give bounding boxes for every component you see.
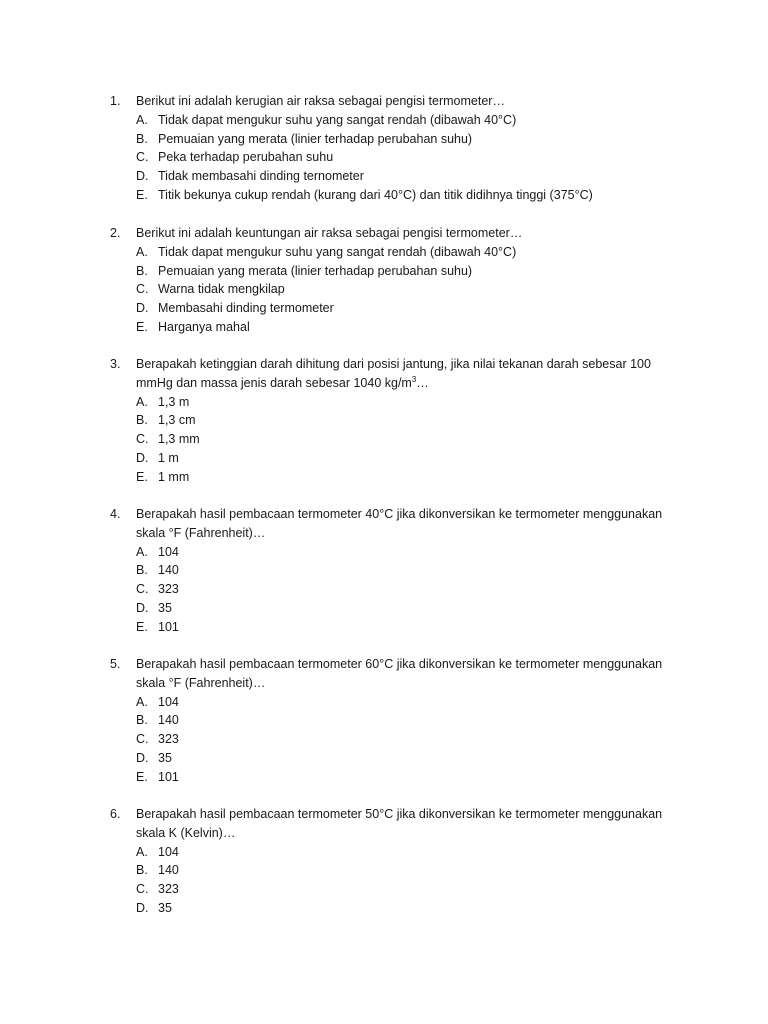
question-text: Berikut ini adalah keuntungan air raksa sebagai pengisi termometer…: [136, 226, 523, 240]
option-text: Harganya mahal: [158, 319, 250, 334]
option-letter: E.: [136, 469, 148, 484]
option-letter: D.: [136, 450, 149, 465]
option-text: 1,3 cm: [158, 413, 196, 428]
option-d: [136, 899, 670, 918]
option-letter: A.: [136, 394, 148, 409]
option-letter: B.: [136, 263, 148, 278]
option-text: 35: [158, 600, 172, 615]
option-text: 140: [158, 863, 179, 878]
option-text: Pemuaian yang merata (linier terhadap perubahan suhu): [158, 263, 473, 278]
option-letter: E.: [136, 187, 148, 202]
question-number: 3.: [110, 357, 121, 371]
option-b: [136, 262, 670, 281]
option-a: [136, 393, 670, 412]
option-text: 1 mm: [158, 469, 190, 484]
option-text: 1 m: [158, 450, 179, 465]
option-list: [110, 393, 670, 487]
option-text: 140: [158, 713, 179, 728]
option-list: [110, 693, 670, 787]
option-c: [136, 430, 670, 449]
question-text: Berikut ini adalah kerugian air raksa sebagai pengisi termometer…: [136, 94, 505, 108]
option-letter: B.: [136, 713, 148, 728]
option-letter: E.: [136, 319, 148, 334]
option-list: [110, 543, 670, 637]
option-letter: C.: [136, 432, 149, 447]
option-letter: A.: [136, 694, 148, 709]
option-b: [136, 711, 670, 730]
option-a: [136, 693, 670, 712]
option-e: [136, 768, 670, 787]
option-b: [136, 411, 670, 430]
option-text: 101: [158, 619, 179, 634]
question-3: [110, 355, 670, 487]
option-text: Membasahi dinding termometer: [158, 301, 334, 316]
option-letter: D.: [136, 301, 149, 316]
option-letter: C.: [136, 882, 149, 897]
option-letter: C.: [136, 150, 149, 165]
option-letter: D.: [136, 900, 149, 915]
option-a: [136, 543, 670, 562]
option-c: [136, 880, 670, 899]
option-letter: B.: [136, 413, 148, 428]
option-letter: C.: [136, 732, 149, 747]
option-text: 1,3 mm: [158, 432, 200, 447]
option-d: [136, 449, 670, 468]
option-e: [136, 618, 670, 637]
option-text: Peka terhadap perubahan suhu: [158, 150, 334, 165]
option-list: [110, 843, 670, 918]
option-text: 104: [158, 844, 179, 859]
option-b: [136, 130, 670, 149]
option-text: 35: [158, 750, 172, 765]
question-number: 2.: [110, 226, 121, 240]
option-c: [136, 280, 670, 299]
question-4: [110, 505, 670, 637]
question-text: Berapakah hasil pembacaan termometer 40°C jika dikonversikan ke termometer menggunakan skala °F (Fahrenheit)…: [136, 507, 663, 540]
option-e: [136, 186, 670, 205]
option-letter: A.: [136, 112, 148, 127]
option-e: [136, 468, 670, 487]
option-text: 104: [158, 544, 179, 559]
option-text: Pemuaian yang merata (linier terhadap perubahan suhu): [158, 131, 473, 146]
option-letter: A.: [136, 544, 148, 559]
option-letter: C.: [136, 582, 149, 597]
option-d: [136, 299, 670, 318]
option-a: [136, 843, 670, 862]
option-letter: A.: [136, 244, 148, 259]
option-letter: D.: [136, 750, 149, 765]
question-text: [136, 355, 670, 393]
question-text: Berapakah hasil pembacaan termometer 50°C jika dikonversikan ke termometer menggunakan skala K (Kelvin)…: [136, 807, 663, 840]
option-text: Titik bekunya cukup rendah (kurang dari 40°C) dan titik didihnya tinggi (375°C): [158, 187, 593, 202]
option-list: [110, 243, 670, 337]
question-number: 6.: [110, 807, 121, 821]
option-a: [136, 243, 670, 262]
option-letter: C.: [136, 282, 149, 297]
option-c: [136, 148, 670, 167]
option-letter: B.: [136, 863, 148, 878]
question-number: 4.: [110, 507, 121, 521]
option-text: Tidak membasahi dinding ternometer: [158, 169, 364, 184]
option-letter: A.: [136, 844, 148, 859]
option-text: 104: [158, 694, 179, 709]
option-list: [110, 111, 670, 205]
question-text: Berapakah hasil pembacaan termometer 60°C jika dikonversikan ke termometer menggunakan skala °F (Fahrenheit)…: [136, 657, 663, 690]
option-d: [136, 599, 670, 618]
question-number: 5.: [110, 657, 121, 671]
option-text: 101: [158, 769, 179, 784]
question-5: [110, 655, 670, 787]
option-e: [136, 318, 670, 337]
option-letter: B.: [136, 563, 148, 578]
question-text-main: Berapakah ketinggian darah dihitung dari posisi jantung, jika nilai tekanan darah sebesar 100 mmHg dan massa jenis darah sebesar 1040 kg/m: [136, 357, 651, 390]
option-letter: B.: [136, 131, 148, 146]
option-text: Tidak dapat mengukur suhu yang sangat rendah (dibawah 40°C): [158, 112, 517, 127]
question-text-ellipsis: …: [416, 375, 429, 390]
option-letter: D.: [136, 169, 149, 184]
option-a: [136, 111, 670, 130]
option-text: 35: [158, 900, 172, 915]
option-text: 323: [158, 732, 179, 747]
option-text: Tidak dapat mengukur suhu yang sangat rendah (dibawah 40°C): [158, 244, 517, 259]
option-c: [136, 730, 670, 749]
superscript-exponent: 3: [411, 374, 417, 384]
option-text: Warna tidak mengkilap: [158, 282, 285, 297]
question-6: [110, 805, 670, 918]
question-2: [110, 224, 670, 337]
option-d: [136, 749, 670, 768]
option-text: 140: [158, 563, 179, 578]
option-text: 323: [158, 582, 179, 597]
question-1: [110, 92, 670, 205]
option-b: [136, 561, 670, 580]
question-number: 1.: [110, 94, 121, 108]
option-letter: E.: [136, 769, 148, 784]
option-d: [136, 167, 670, 186]
option-b: [136, 861, 670, 880]
option-letter: D.: [136, 600, 149, 615]
option-text: 323: [158, 882, 179, 897]
option-text: 1,3 m: [158, 394, 190, 409]
option-c: [136, 580, 670, 599]
option-letter: E.: [136, 619, 148, 634]
